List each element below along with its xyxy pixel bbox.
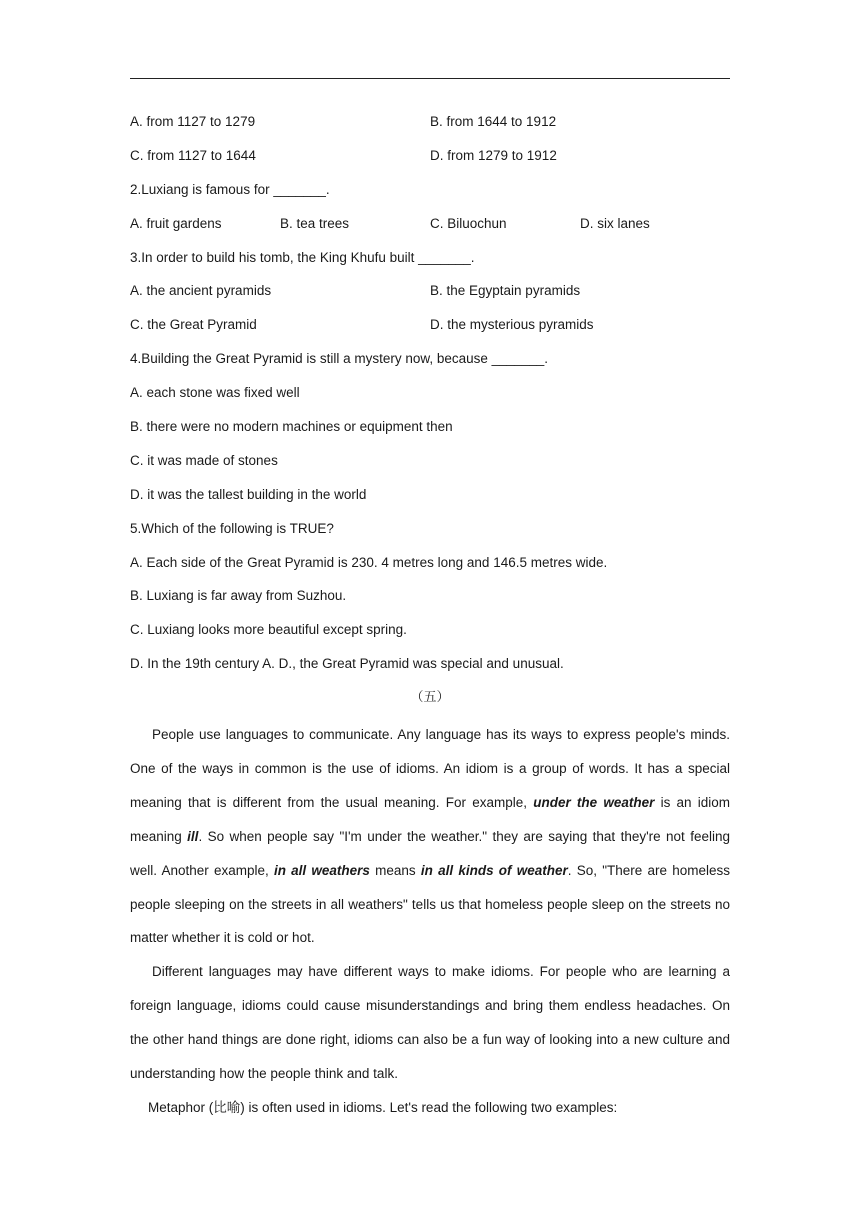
page-content <box>130 108 730 1125</box>
q3-option-b[interactable]: B. the Egyptain pyramids <box>430 283 581 299</box>
q1-option-b[interactable]: B. from 1644 to 1912 <box>430 114 557 129</box>
q4-option-a[interactable]: A. each stone was fixed well <box>130 385 300 401</box>
q5-stem: 5.Which of the following is TRUE? <box>130 520 334 536</box>
passage-paragraph-1 <box>130 718 730 955</box>
q1-options-row-2 <box>130 142 730 176</box>
q1-option-a[interactable]: A. from 1127 to 1279 <box>130 114 256 129</box>
q2-option-b[interactable]: B. tea trees <box>280 215 350 231</box>
idiom-in-all-weathers: in all weathers <box>273 862 370 878</box>
q3-option-d[interactable]: D. the mysterious pyramids <box>430 317 594 333</box>
q2-options-row <box>130 210 730 244</box>
header-rule <box>130 78 730 79</box>
q4-option-c[interactable]: C. it was made of stones <box>130 452 278 468</box>
meaning-ill: ill <box>187 828 199 844</box>
passage-paragraph-3: Metaphor (比喻) is often used in idioms. Let's read the following two examples: <box>148 1100 618 1115</box>
q1-options-row-1 <box>130 108 730 142</box>
p1-text-5: . So, "There are homeless people sleeping on the streets in all weathers" tells us that homeless people sleep on the streets no matter whether it is cold or hot. <box>130 862 730 946</box>
section-heading: （五） <box>410 690 450 706</box>
q3-option-a[interactable]: A. the ancient pyramids <box>130 283 272 299</box>
p1-text-4: means <box>369 862 421 878</box>
q3-options-row-2 <box>130 311 730 345</box>
q3-stem: 3.In order to build his tomb, the King Khufu built _______. <box>130 249 475 265</box>
q4-stem: 4.Building the Great Pyramid is still a mystery now, because _______. <box>130 351 548 367</box>
q2-option-d[interactable]: D. six lanes <box>580 215 650 231</box>
q2-option-a[interactable]: A. fruit gardens <box>130 215 222 231</box>
q5-option-a[interactable]: A. Each side of the Great Pyramid is 230. 4 metres long and 146.5 metres wide. <box>130 554 608 570</box>
p1-text-1: People use languages to communicate. Any language has its ways to express people's minds. One of the ways in common is the use of idioms. An idiom is a group of words. It has a special meaning that is different from the usual meaning. For example, <box>130 727 730 810</box>
p1-text-2: is an idiom meaning <box>130 794 730 844</box>
q2-stem: 2.Luxiang is famous for _______. <box>130 181 330 197</box>
meaning-all-kinds-of-weather: in all kinds of weather <box>420 862 568 878</box>
passage-paragraph-2: Different languages may have different ways to make idioms. For people who are learning a foreign language, idioms could cause misunderstandings and bring them endless headaches. On the other hand things are done right, idioms can also be a fun way of looking into a new culture and understanding how the people think and talk. <box>130 964 730 1082</box>
q5-option-c[interactable]: C. Luxiang looks more beautiful except spring. <box>130 622 407 638</box>
q3-option-c[interactable]: C. the Great Pyramid <box>130 317 257 333</box>
q1-option-d[interactable]: D. from 1279 to 1912 <box>430 147 557 163</box>
p1-text-3: . So when people say "I'm under the weather." they are saying that they're not feeling well. Another example, <box>130 828 730 878</box>
q3-options-row-1 <box>130 277 730 311</box>
q4-option-d[interactable]: D. it was the tallest building in the world <box>130 486 367 502</box>
q5-option-b[interactable]: B. Luxiang is far away from Suzhou. <box>130 588 347 604</box>
idiom-under-the-weather: under the weather <box>533 794 655 810</box>
q2-option-c[interactable]: C. Biluochun <box>430 215 507 231</box>
q4-option-b[interactable]: B. there were no modern machines or equipment then <box>130 419 453 435</box>
q1-option-c[interactable]: C. from 1127 to 1644 <box>130 147 256 163</box>
q5-option-d[interactable]: D. In the 19th century A. D., the Great Pyramid was special and unusual. <box>130 656 564 672</box>
